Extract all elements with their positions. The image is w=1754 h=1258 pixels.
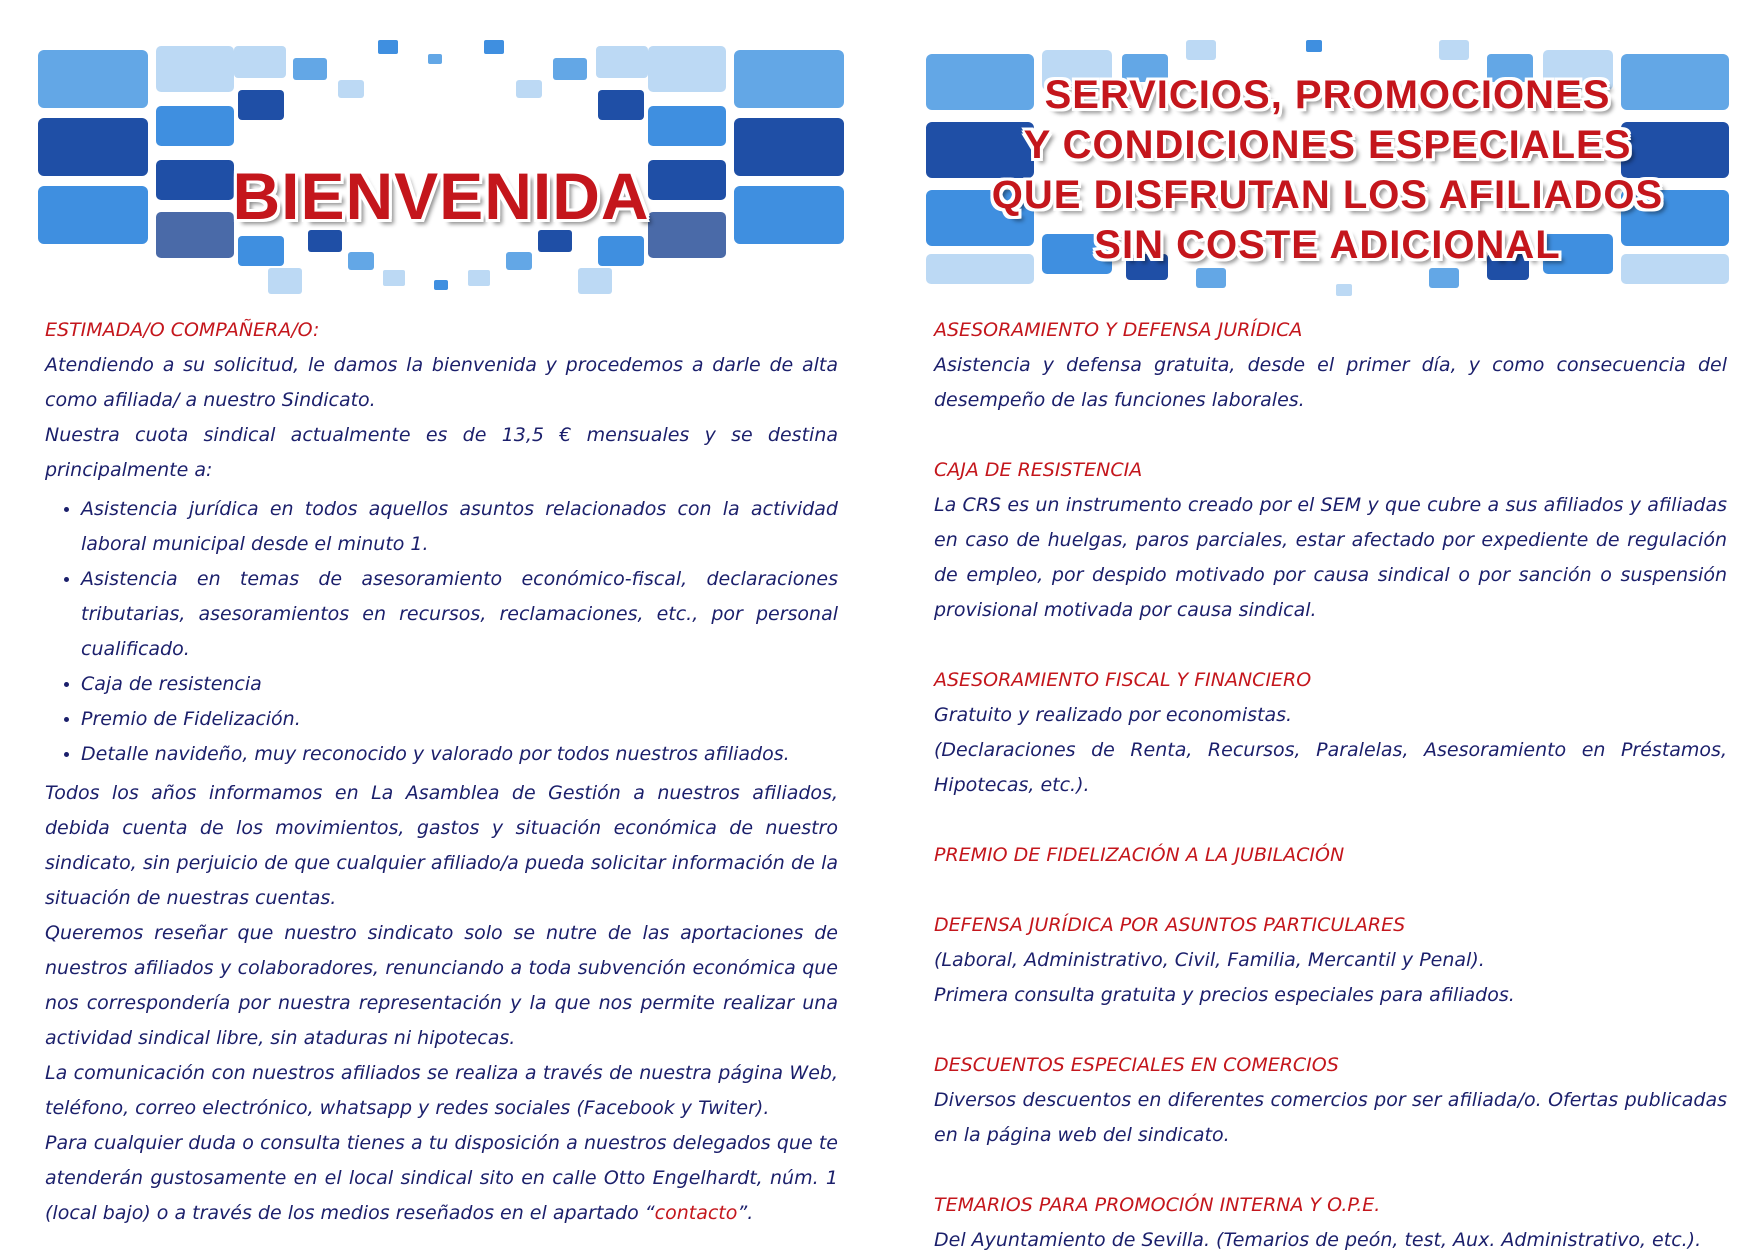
welcome-letter xyxy=(45,313,838,1231)
service-text: Del Ayuntamiento de Sevilla. (Temarios de peón, test, Aux. Administrativo, etc.). xyxy=(934,1229,1702,1251)
service-heading: PREMIO DE FIDELIZACIÓN A LA JUBILACIÓN xyxy=(934,844,1345,866)
intro-paragraph: Atendiendo a su solicitud, le damos la bienvenida y procedemos a darle de alta como afiliada/ a nuestro Sindicato. xyxy=(45,354,838,411)
intro-paragraph: Nuestra cuota sindical actualmente es de 13,5 € mensuales y se destina principalmente a: xyxy=(45,424,838,481)
body-paragraph: Queremos reseñar que nuestro sindicato solo se nutre de las aportaciones de nuestros afiliados y colaboradores, renunciando a toda subvención económica que nos correspondería por nuestra representación y la que nos permite realizar una actividad sindical libre, sin ataduras ni hipotecas. xyxy=(45,922,838,1049)
service-heading: DEFENSA JURÍDICA POR ASUNTOS PARTICULARES xyxy=(934,914,1406,936)
list-item: • Detalle navideño, muy reconocido y valorado por todos nuestros afiliados. xyxy=(81,737,838,772)
list-item: • Asistencia en temas de asesoramiento económico-fiscal, declaraciones tributarias, asesoramientos en recursos, reclamaciones, etc., por personal cualificado. xyxy=(81,562,838,667)
service-section xyxy=(934,663,1727,803)
service-text: (Declaraciones de Renta, Recursos, Paralelas, Asesoramiento en Préstamos, Hipotecas, etc.). xyxy=(934,739,1727,796)
body-paragraph: La comunicación con nuestros afiliados se realiza a través de nuestra página Web, teléfono, correo electrónico, whatsapp y redes sociales (Facebook y Twiter). xyxy=(45,1062,838,1119)
services-title-line: QUE DISFRUTAN LOS AFILIADOS xyxy=(991,173,1664,217)
list-item: • Premio de Fidelización. xyxy=(81,702,838,737)
service-heading: DESCUENTOS ESPECIALES EN COMERCIOS xyxy=(934,1054,1339,1076)
welcome-banner xyxy=(38,40,844,298)
service-section xyxy=(934,1188,1727,1258)
service-heading: ASESORAMIENTO Y DEFENSA JURÍDICA xyxy=(934,319,1303,341)
services-title-line: Y CONDICIONES ESPECIALES xyxy=(1023,123,1632,167)
service-section xyxy=(934,1048,1727,1153)
body-paragraph xyxy=(45,1126,838,1231)
services-banner xyxy=(926,40,1729,298)
service-section xyxy=(934,453,1727,628)
service-heading: ASESORAMIENTO FISCAL Y FINANCIERO xyxy=(934,669,1312,691)
greeting: ESTIMADA/O COMPAÑERA/O: xyxy=(45,319,320,341)
service-text: Diversos descuentos en diferentes comercios por ser afiliada/o. Ofertas publicadas en la página web del sindicato. xyxy=(934,1089,1727,1146)
service-text: Asistencia y defensa gratuita, desde el primer día, y como consecuencia del desempeño de las funciones laborales. xyxy=(934,354,1727,411)
service-text: Gratuito y realizado por economistas. xyxy=(934,704,1293,726)
contact-text: Para cualquier duda o consulta tienes a tu disposición a nuestros delegados que te atenderán gustosamente en el local sindical sito en calle Otto Engelhardt, núm. 1 (local bajo) o a través de los medios reseñados en el apartado “ xyxy=(45,1132,838,1224)
welcome-title: BIENVENIDA xyxy=(232,159,650,233)
benefits-list xyxy=(45,492,838,772)
service-heading: TEMARIOS PARA PROMOCIÓN INTERNA Y O.P.E. xyxy=(934,1194,1381,1216)
service-heading: CAJA DE RESISTENCIA xyxy=(934,459,1143,481)
services-title-line: SERVICIOS, PROMOCIONES xyxy=(1044,73,1611,117)
service-text: Primera consulta gratuita y precios especiales para afiliados. xyxy=(934,984,1515,1006)
service-text: La CRS es un instrumento creado por el SEM y que cubre a sus afiliados y afiliadas en caso de huelgas, paros parciales, estar afectado por expediente de regulación de empleo, por despido motivado por causa sindical o por sanción o suspensión provisional motivada por causa sindical. xyxy=(934,494,1727,621)
service-section xyxy=(934,908,1727,1013)
services-title-line: SIN COSTE ADICIONAL xyxy=(1094,223,1561,267)
service-text: (Laboral, Administrativo, Civil, Familia, Mercantil y Penal). xyxy=(934,949,1485,971)
contact-text-end: ”. xyxy=(737,1202,754,1224)
contact-link[interactable]: contacto xyxy=(654,1202,738,1224)
list-item: • Asistencia jurídica en todos aquellos asuntos relacionados con la actividad laboral municipal desde el minuto 1. xyxy=(81,492,838,562)
services-list xyxy=(934,313,1727,1258)
body-paragraph: Todos los años informamos en La Asamblea de Gestión a nuestros afiliados, debida cuenta de los movimientos, gastos y situación económica de nuestro sindicato, sin perjuicio de que cualquier afiliado/a pueda solicitar información de la situación de nuestras cuentas. xyxy=(45,782,838,909)
service-section xyxy=(934,313,1727,418)
list-item: • Caja de resistencia xyxy=(81,667,838,702)
service-section xyxy=(934,838,1727,873)
